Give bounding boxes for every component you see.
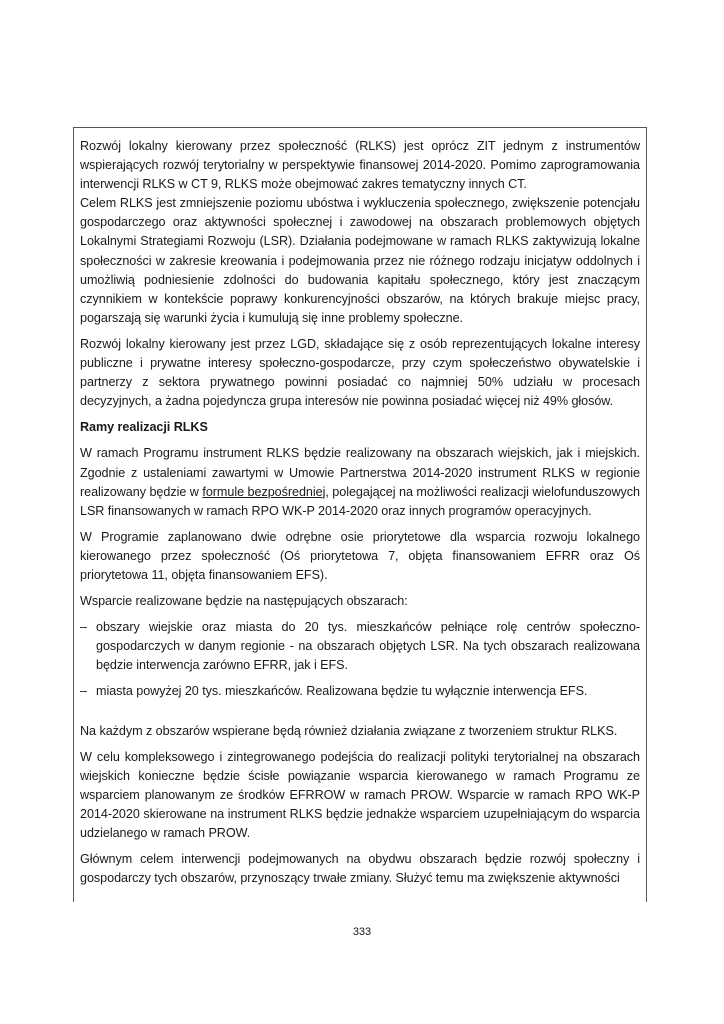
list-item-text: miasta powyżej 20 tys. mieszkańców. Realizowana będzie tu wyłącznie interwencja EFS. [96,684,588,699]
paragraph-priority-axes: W Programie zaplanowano dwie odrębne osie priorytetowe dla wsparcia rozwoju lokalnego kierowanego przez społeczność (Oś priorytetowa 7, objęta finansowaniem EFRR oraz Oś priorytetowa 11, objęta finansowaniem EFS). [80,529,640,582]
text-box-frame [73,127,647,902]
section-heading: Ramy realizacji RLKS [80,420,208,435]
document-body [80,137,640,895]
paragraph-framework-text-1: W ramach Programu instrument RLKS będzie realizowany na obszarach wiejskich, jak i miejskich. Zgodnie z ustaleniami zawartymi w Umowie Partnerstwa 2014-2020 instrument RLKS w regionie realizowany będzie w [80,446,640,499]
list-item [80,682,640,701]
list-item [80,618,640,675]
paragraph-framework-text-2: , polegającej na możliwości realizacji wielofunduszowych LSR finansowanych w ramach RPO WK-P 2014-2020 oraz innych programów operacyjnych. [80,484,641,518]
paragraph-integration: W celu kompleksowego i zintegrowanego podejścia do realizacji polityki terytorialnej na obszarach wiejskich konieczne będzie ścisłe powiązanie wsparcia kierowanego w ramach Programu ze wsparciem planowanym ze środków EFRROW w ramach PROW. Wsparcie w ramach RPO WK-P 2014-2020 skierowane na instrument RLKS będzie jednakże wsparciem uzupełniającym do wsparcia udzielanego w ramach PROW. [80,749,640,840]
paragraph-framework [80,444,640,520]
dash-bullet: – [80,620,87,635]
list-item-text: obszary wiejskie oraz miasta do 20 tys. mieszkańców pełniące rolę centrów społeczno-gospodarczych w danym regionie - na obszarach objętych LSR. Na tych obszarach realizowana będzie interwencja zarówno EFRR, jak i EFS. [96,620,640,673]
paragraph-rlks-goal: Celem RLKS jest zmniejszenie poziomu ubóstwa i wykluczenia społecznego, zwiększenie potencjału gospodarczego oraz aktywności społecznej i zawodowej na obszarach problemowych objętych Lokalnymi Strategiami Rozwoju (LSR). Działania podejmowane w ramach RLKS zaktywizują lokalne społeczności w zakresie kreowania i podejmowania przez nie różnego rodzaju inicjatyw oddolnych i umożliwią podniesienie zdolności do budowania kapitału społecznego, który jest znaczącym czynnikiem w kontekście poprawy konkurencyjności obszarów, na których brakuje miejsc pracy, pogarszają się warunki życia i kumulują się inne problemy społeczne. [80,196,640,325]
paragraph-main-goal: Głównym celem interwencji podejmowanych na obydwu obszarach będzie rozwój społeczny i gospodarczy tych obszarów, przynoszący trwałe zmiany. Służyć temu ma zwiększenie aktywności [80,852,640,886]
areas-list [80,618,640,701]
paragraph-rlks-intro: Rozwój lokalny kierowany przez społeczność (RLKS) jest oprócz ZIT jednym z instrumentów wspierających rozwój terytorialny w perspektywie finansowej 2014-2020. Pomimo zaprogramowania interwencji RLKS w CT 9, RLKS może obejmować zakres tematyczny innych CT. [80,139,640,192]
page-number: 333 [352,926,372,938]
paragraph-lgd: Rozwój lokalny kierowany jest przez LGD, składające się z osób reprezentujących lokalne interesy publiczne i prywatne interesy społeczno-gospodarcze, przy czym społeczeństwo obywatelskie i partnerzy z sektora prywatnego powinni posiadać co najmniej 50% udziału w procesach decyzyjnych, a żadna pojedyncza grupa interesów nie powinna posiadać więcej niż 49% głosów. [80,336,640,409]
paragraph-areas-intro: Wsparcie realizowane będzie na następujących obszarach: [80,594,408,609]
paragraph-structures: Na każdym z obszarów wspierane będą również działania związane z tworzeniem struktur RLKS. [80,723,618,738]
dash-bullet: – [80,684,87,699]
formula-link[interactable]: formule bezpośredniej [202,484,326,499]
